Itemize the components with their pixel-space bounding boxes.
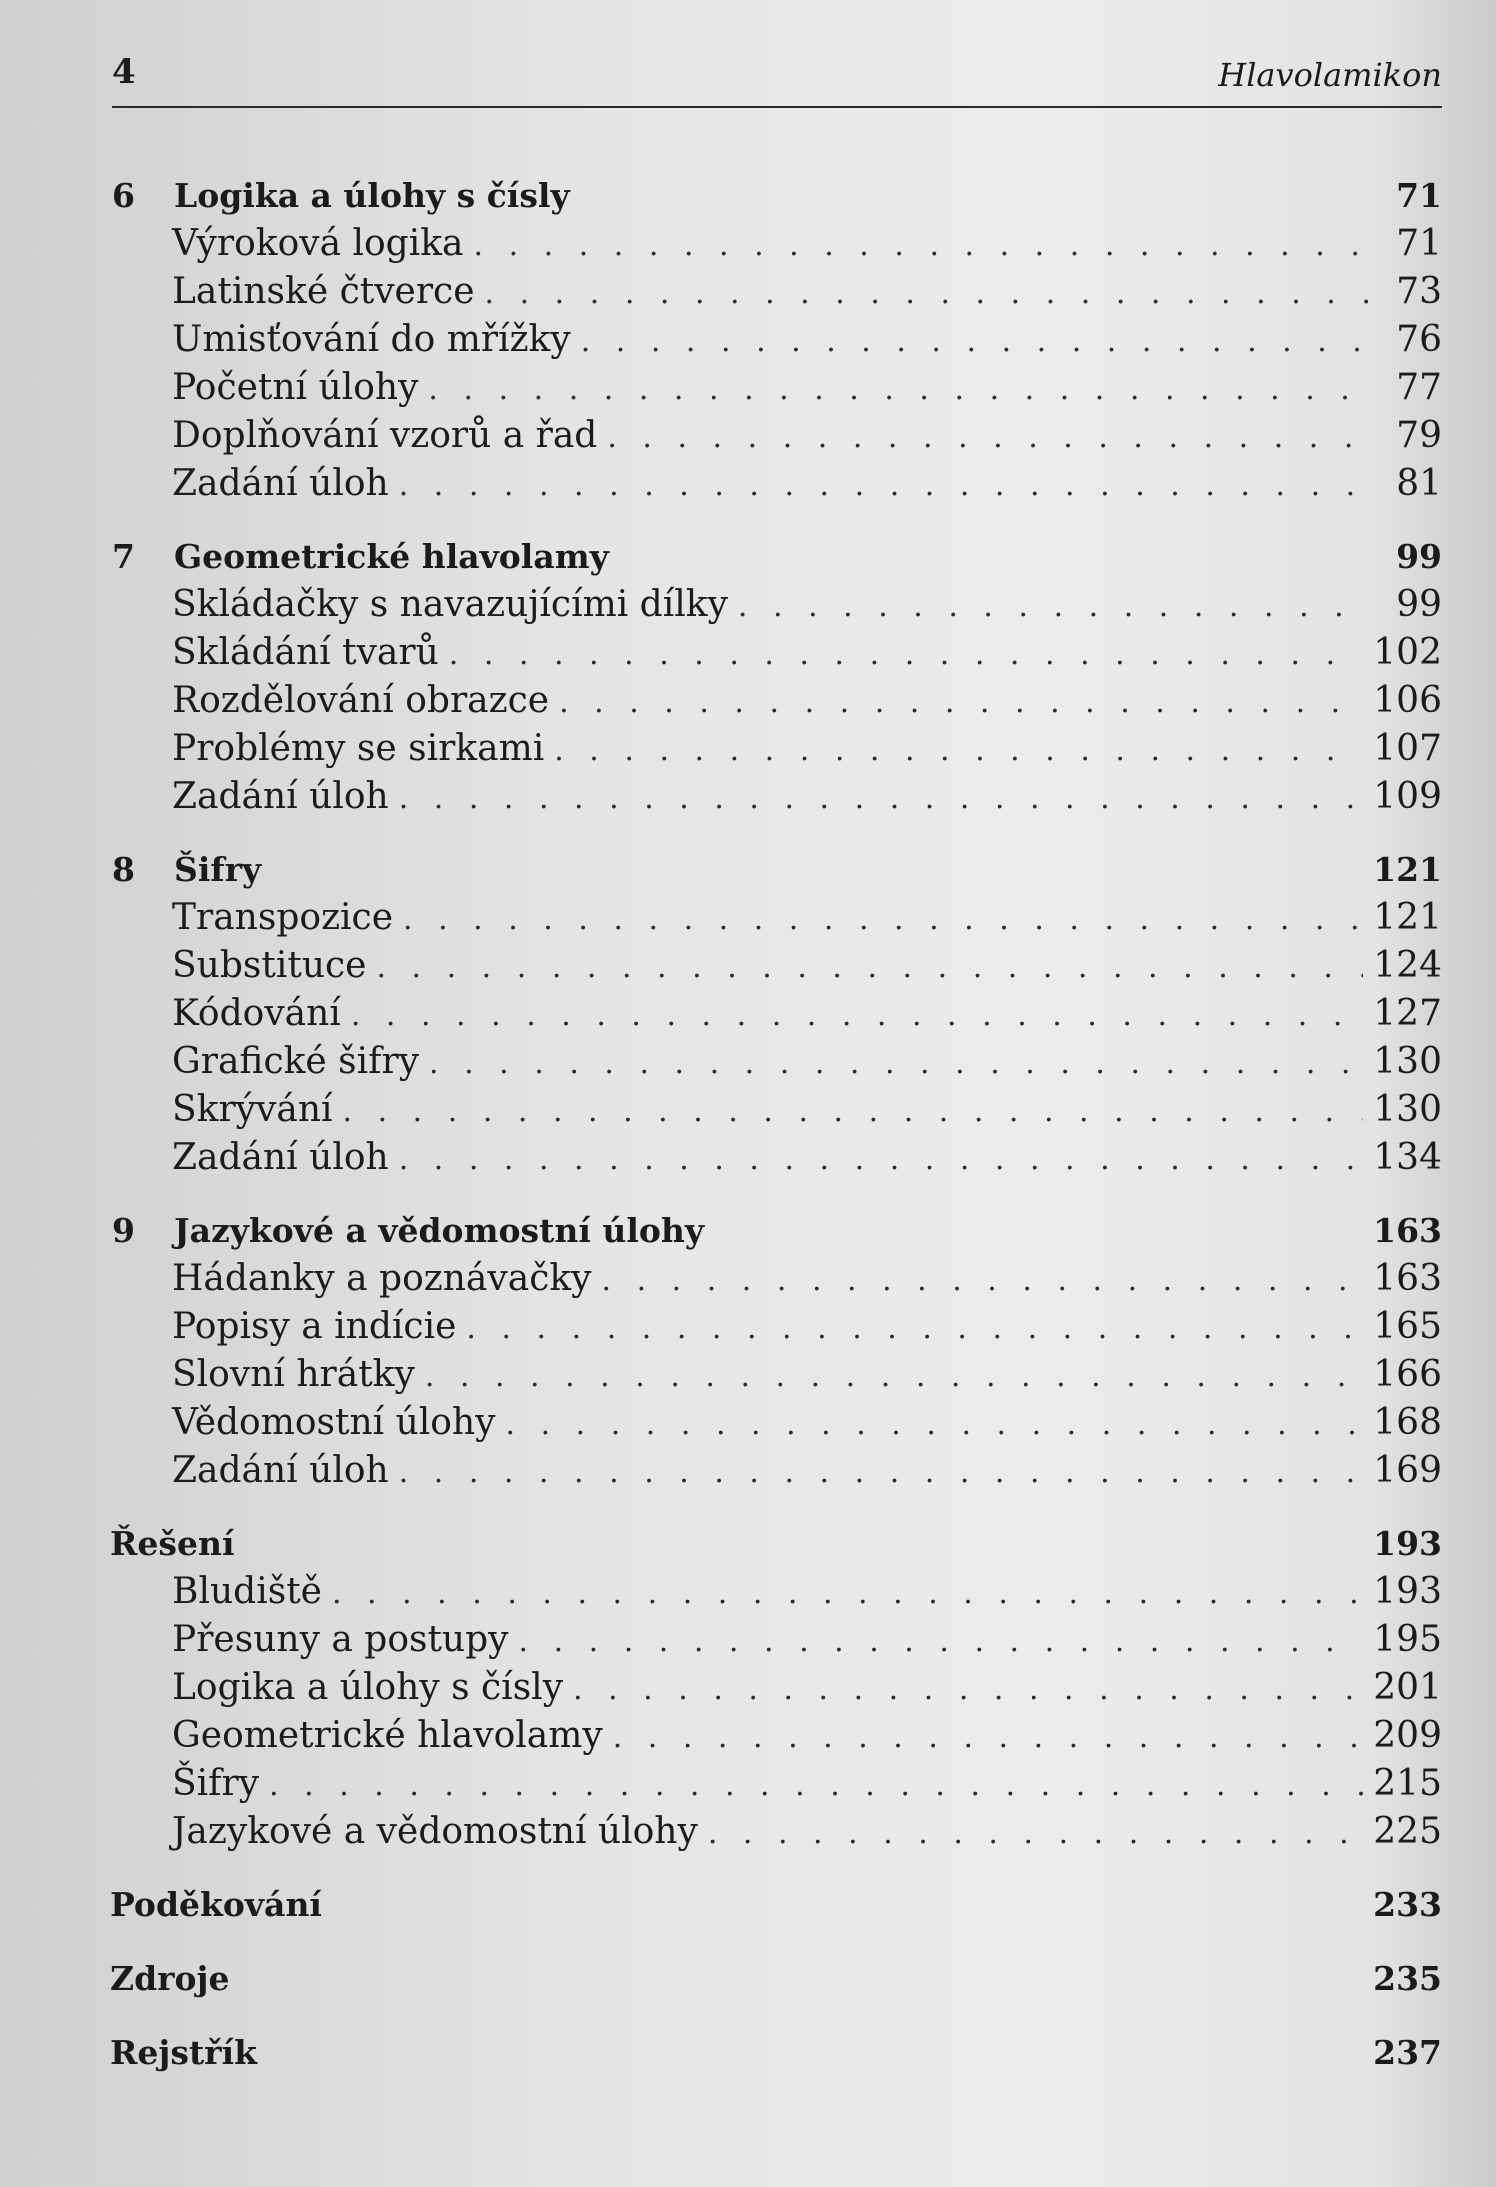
entry-page: 99 [1396,584,1442,625]
entry-page: 215 [1373,1763,1442,1804]
toc-entry[interactable] [110,1255,1442,1303]
dot-leader [429,1040,1363,1088]
dot-leader [428,366,1372,414]
entry-page: 127 [1373,993,1442,1034]
toc-entry[interactable] [110,1038,1442,1086]
table-of-contents [110,172,1442,2103]
entry-label: Problémy se sirkami [172,728,545,769]
chapter-heading[interactable] [110,1520,1442,1568]
entry-page: 102 [1373,632,1442,673]
page-number: 4 [112,52,136,92]
entry-page: 225 [1373,1811,1442,1852]
toc-entry[interactable] [110,1568,1442,1616]
entry-label: Skládačky s navazujícími dílky [172,584,728,625]
entry-page: 168 [1373,1402,1442,1443]
section-title: Poděkování [110,1885,322,1924]
toc-entry[interactable] [110,268,1442,316]
dot-leader [332,1570,1363,1618]
dot-leader [607,414,1372,462]
entry-label: Zadání úloh [172,1450,389,1491]
toc-entry[interactable] [110,677,1442,725]
entry-page: 193 [1373,1571,1442,1612]
entry-label: Skrývání [172,1089,333,1130]
entry-page: 79 [1396,415,1442,456]
toc-entry[interactable] [110,1760,1442,1808]
toc-entry[interactable] [110,1351,1442,1399]
entry-page: 107 [1373,728,1442,769]
dot-leader [519,1618,1364,1666]
entry-label: Kódování [172,993,341,1034]
dot-leader [269,1762,1363,1810]
entry-label: Vědomostní úlohy [172,1402,496,1443]
toc-chapter-7 [110,533,1442,821]
chapter-page: 193 [1373,1524,1442,1563]
dot-leader [485,270,1372,318]
entry-label: Substituce [172,945,367,986]
entry-page: 169 [1373,1450,1442,1491]
entry-label: Transpozice [172,897,394,938]
entry-page: 195 [1373,1619,1442,1660]
toc-entry[interactable] [110,316,1442,364]
toc-acknowledgements[interactable] [110,1881,1442,1929]
entry-page: 81 [1396,463,1442,504]
entry-page: 73 [1396,271,1442,312]
toc-entry[interactable] [110,1616,1442,1664]
dot-leader [708,1810,1363,1858]
dot-leader [474,222,1372,270]
entry-page: 130 [1373,1089,1442,1130]
dot-leader [613,1714,1364,1762]
chapter-page: 71 [1396,176,1442,215]
chapter-number: 7 [112,537,135,576]
entry-page: 134 [1373,1137,1442,1178]
entry-page: 76 [1396,319,1442,360]
dot-leader [425,1353,1363,1401]
chapter-number: 6 [112,176,135,215]
chapter-title: Geometrické hlavolamy [174,537,609,576]
toc-entry[interactable] [110,990,1442,1038]
toc-entry[interactable] [110,1303,1442,1351]
toc-entry[interactable] [110,1808,1442,1856]
entry-page: 106 [1373,680,1442,721]
dot-leader [559,679,1363,727]
dot-leader [351,992,1363,1040]
entry-label: Geometrické hlavolamy [172,1715,603,1756]
entry-page: 109 [1373,776,1442,817]
toc-entry[interactable] [110,460,1442,508]
toc-chapter-8 [110,846,1442,1182]
entry-label: Přesuny a postupy [172,1619,509,1660]
section-title: Zdroje [110,1959,230,1998]
toc-entry[interactable] [110,1664,1442,1712]
entry-label: Početní úlohy [172,367,419,408]
toc-index[interactable] [110,2029,1442,2077]
dot-leader [403,896,1363,944]
dot-leader [573,1666,1363,1714]
toc-entry[interactable] [110,942,1442,990]
entry-page: 77 [1396,367,1442,408]
entry-label: Zadání úloh [172,463,389,504]
running-header [112,44,1442,108]
toc-solutions [110,1520,1442,1856]
chapter-heading[interactable] [110,172,1442,220]
entry-page: 201 [1373,1667,1442,1708]
entry-label: Skládání tvarů [172,632,439,673]
chapter-page: 163 [1373,1211,1442,1250]
toc-entry[interactable] [110,1447,1442,1495]
section-page: 235 [1373,1959,1442,1998]
entry-label: Slovní hrátky [172,1354,415,1395]
dot-leader [602,1257,1364,1305]
toc-entry[interactable] [110,629,1442,677]
entry-page: 163 [1373,1258,1442,1299]
entry-page: 166 [1373,1354,1442,1395]
entry-page: 209 [1373,1715,1442,1756]
entry-label: Zadání úloh [172,776,389,817]
toc-entry[interactable] [110,412,1442,460]
chapter-heading[interactable] [110,846,1442,894]
chapter-title: Jazykové a vědomostní úlohy [174,1211,705,1250]
dot-leader [554,727,1363,775]
book-title: Hlavolamikon [1218,56,1442,94]
chapter-title: Šifry [174,850,262,889]
section-title: Rejstřík [110,2033,257,2072]
dot-leader [506,1401,1364,1449]
dot-leader [399,775,1364,823]
entry-label: Zadání úloh [172,1137,389,1178]
toc-entry[interactable] [110,894,1442,942]
entry-page: 130 [1373,1041,1442,1082]
chapter-title: Řešení [110,1524,235,1563]
entry-label: Doplňování vzorů a řad [172,415,598,456]
entry-label: Grafické šifry [172,1041,420,1082]
dot-leader [399,462,1372,510]
entry-label: Šifry [172,1763,260,1804]
entry-page: 124 [1373,945,1442,986]
chapter-page: 121 [1373,850,1442,889]
chapter-number: 9 [112,1211,135,1250]
entry-label: Jazykové a vědomostní úlohy [172,1811,698,1852]
entry-page: 71 [1396,223,1442,264]
toc-entry[interactable] [110,1399,1442,1447]
chapter-heading[interactable] [110,1207,1442,1255]
toc-entry[interactable] [110,581,1442,629]
toc-entry[interactable] [110,773,1442,821]
entry-page: 165 [1373,1306,1442,1347]
dot-leader [399,1449,1364,1497]
section-page: 237 [1373,2033,1442,2072]
toc-entry[interactable] [110,1134,1442,1182]
entry-label: Popisy a indície [172,1306,457,1347]
entry-label: Bludiště [172,1571,322,1612]
entry-label: Logika a úlohy s čísly [172,1667,564,1708]
chapter-heading[interactable] [110,533,1442,581]
toc-chapter-9 [110,1207,1442,1495]
entry-label: Umisťování do mřížky [172,319,571,360]
chapter-title: Logika a úlohy s čísly [174,176,570,215]
toc-entry[interactable] [110,1086,1442,1134]
chapter-number: 8 [112,850,135,889]
toc-entry[interactable] [110,364,1442,412]
toc-entry[interactable] [110,220,1442,268]
section-page: 233 [1373,1885,1442,1924]
dot-leader [449,631,1364,679]
toc-entry[interactable] [110,1712,1442,1760]
dot-leader [581,318,1372,366]
entry-page: 121 [1373,897,1442,938]
entry-label: Hádanky a poznávačky [172,1258,592,1299]
dot-leader [376,944,1363,992]
toc-chapter-6 [110,172,1442,508]
toc-sources[interactable] [110,1955,1442,2003]
dot-leader [738,583,1372,631]
entry-label: Rozdělování obrazce [172,680,550,721]
dot-leader [343,1088,1364,1136]
entry-label: Latinské čtverce [172,271,475,312]
dot-leader [466,1305,1363,1353]
entry-label: Výroková logika [172,223,464,264]
dot-leader [399,1136,1364,1184]
chapter-page: 99 [1396,537,1442,576]
toc-entry[interactable] [110,725,1442,773]
